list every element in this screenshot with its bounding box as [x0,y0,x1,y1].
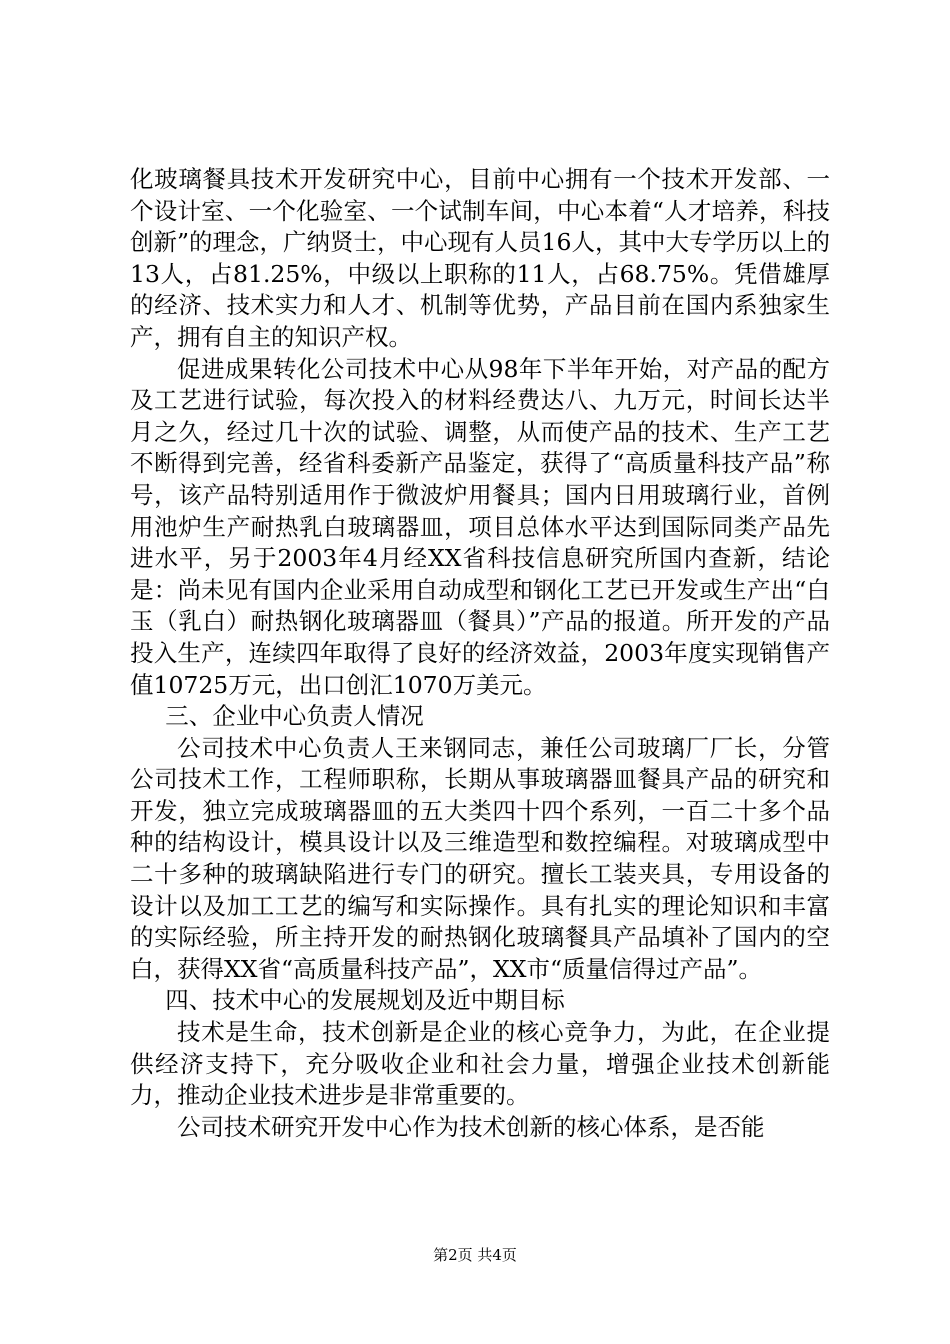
section-heading-3: 三、企业中心负责人情况 [165,702,424,731]
paragraph-director: 公司技术中心负责人王来钢同志，兼任公司玻璃厂厂长，分管公司技术工作，工程师职称，长期从事玻璃器皿餐具产品的研究和开发，独立完成玻璃器皿的五大类四十四个系列，一百二十多个品种的结构设计，模具设计以及三维造型和数控编程。对玻璃成型中二十多种的玻璃缺陷进行专门的研究。擅长工装夹具，专用设备的设计以及加工工艺的编写和实际操作。具有扎实的理论知识和丰富的实际经验，所主持开发的耐热钢化玻璃餐具产品填补了国内的空白，获得XX省“高质量科技产品”，XX市“质量信得过产品”。 [130,733,830,983]
paragraph-intro-continued: 化玻璃餐具技术开发研究中心，目前中心拥有一个技术开发部、一个设计室、一个化验室、一个试制车间，中心本着“人才培养，科技创新”的理念，广纳贤士，中心现有人员16人，其中大专学历以上的13人，占81.25%，中级以上职称的11人，占68.75%。凭借雄厚的经济、技术实力和人才、机制等优势，产品目前在国内系独家生产，拥有自主的知识产权。 [130,165,830,351]
section-heading-4: 四、技术中心的发展规划及近中期目标 [165,986,565,1015]
paragraph-achievements: 促进成果转化公司技术中心从98年下半年开始，对产品的配方及工艺进行试验，每次投入的材料经费达八、九万元，时间长达半月之久，经过几十次的试验、调整，从而使产品的技术、生产工艺不断得到完善，经省科委新产品鉴定，获得了“高质量科技产品”称号，该产品特别适用作于微波炉用餐具；国内日用玻璃行业，首例用池炉生产耐热乳白玻璃器皿，项目总体水平达到国际同类产品先进水平，另于2003年4月经XX省科技信息研究所国内查新，结论是：尚未见有国内企业采用自动成型和钢化工艺已开发或生产出“白玉（乳白）耐热钢化玻璃器皿（餐具）”产品的报道。所开发的产品投入生产，连续四年取得了良好的经济效益，2003年度实现销售产值10725万元，出口创汇1070万美元。 [130,354,830,699]
document-body [130,164,830,1143]
paragraph-center-role: 公司技术研究开发中心作为技术创新的核心体系，是否能 [177,1112,765,1141]
page-number-footer: 第2页 共4页 [433,1246,517,1264]
paragraph-innovation: 技术是生命，技术创新是企业的核心竞争力，为此，在企业提供经济支持下，充分吸收企业和社会力量，增强企业技术创新能力，推动企业技术进步是非常重要的。 [130,1018,830,1110]
